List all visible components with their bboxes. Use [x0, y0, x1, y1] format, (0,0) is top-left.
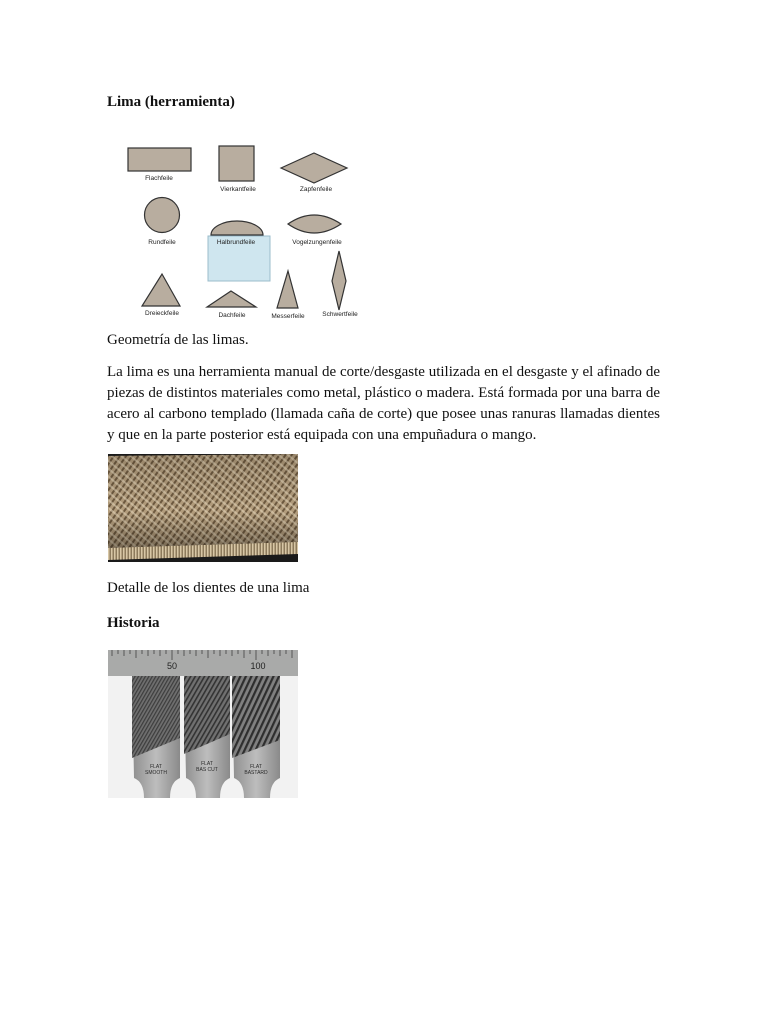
label-flachfeile: Flachfeile [145, 175, 173, 182]
file-teeth-photo [108, 454, 298, 562]
intro-paragraph: La lima es una herramienta manual de corte/desgaste utilizada en el desgaste y el afinado de piezas de distintos materiales como metal, plástico o madera. Está formada por una barra de acero al carbono templado (llamada caña de corte) que posee unas ranuras llamadas dientes y que en la parte posterior está equipada con una empuñadura o mango. [107, 364, 660, 443]
label-rundfeile: Rundfeile [148, 239, 176, 246]
vogelzungenfeile-shape [288, 215, 341, 233]
label-dachfeile: Dachfeile [218, 312, 246, 319]
dachfeile-shape [207, 291, 256, 307]
page-title: Lima (herramienta) [107, 94, 235, 110]
rundfeile-shape [145, 198, 180, 233]
label-halbrundfeile: Halbrundfeile [216, 239, 256, 246]
halbrundfeile-shape [211, 221, 263, 235]
ruler-label-50: 50 [166, 661, 178, 671]
file-label-right: FLAT BASTARD [244, 764, 268, 776]
file-label-left: FLAT SMOOTH [145, 764, 167, 776]
schwertfeile-shape [332, 251, 346, 310]
label-dreieckfeile: Dreieckfeile [145, 310, 179, 317]
vierkantfeile-shape [219, 146, 254, 181]
dreieckfeile-shape [142, 274, 180, 306]
ruler-label-100: 100 [250, 661, 266, 671]
label-messerfeile: Messerfeile [271, 313, 305, 320]
flachfeile-shape [128, 148, 191, 171]
messerfeile-shape [277, 271, 298, 308]
file-label-middle: FLAT BAS CUT [196, 761, 218, 773]
figure-caption-geometry: Geometría de las limas. [107, 332, 249, 348]
label-vogelzungenfeile: Vogelzungenfeile [292, 239, 342, 246]
label-schwertfeile: Schwertfeile [322, 311, 358, 318]
label-zapfenfeile: Zapfenfeile [299, 186, 333, 193]
file-geometry-figure [108, 138, 370, 322]
figure-caption-teeth: Detalle de los dientes de una lima [107, 580, 310, 596]
zapfenfeile-shape [281, 153, 347, 183]
label-vierkantfeile: Vierkantfeile [220, 186, 256, 193]
files-ruler-photo [108, 650, 298, 798]
section-heading-historia: Historia [107, 615, 160, 631]
